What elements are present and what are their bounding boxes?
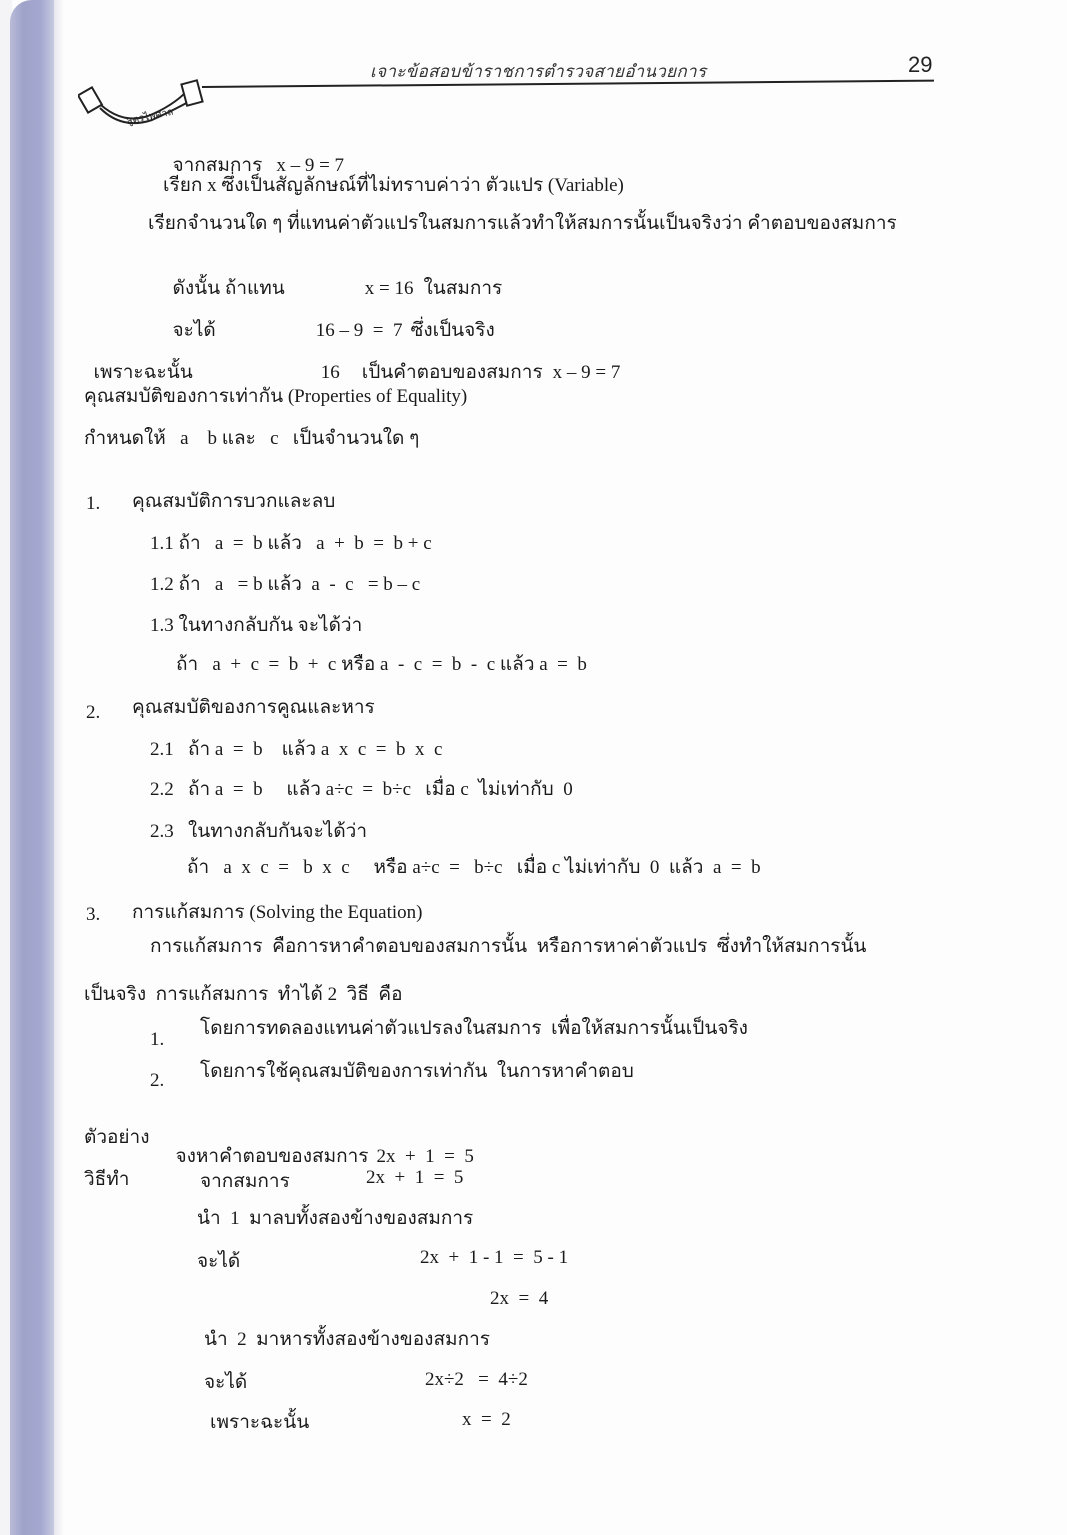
step-6-label: จะได้ [204,1372,248,1393]
label: เพราะฉะนั้น [93,362,193,383]
equation: x – 9 = 7 [276,155,345,176]
step-2-label: นำ 1 มาลบทั้งสองข้างของสมการ [197,1208,474,1229]
step-7-equation: x = 2 [462,1409,511,1430]
intro-line-5 [163,302,495,340]
method-1-number: 1. [150,1029,165,1050]
step-3-label: จะได้ [197,1251,241,1272]
section-1-number: 1. [86,493,101,514]
label: จะได้ [172,320,216,341]
section-3-para-1: การแก้สมการ คือการหาคำตอบของสมการนั้น หรือการหาค่าตัวแปร ซึ่งทำให้สมการนั้น [150,936,867,957]
step-1-equation: 2x + 1 = 5 [366,1167,464,1188]
intro-line-6 [84,344,620,382]
intro-line-3: เรียกจำนวนใด ๆ ที่แทนค่าตัวแปรในสมการแล้วทำให้สมการนั้นเป็นจริงว่า คำตอบของสมการ [148,213,897,234]
spine-fade [54,0,64,1535]
section-2-title: คุณสมบัติของการคูณและหาร [132,697,375,718]
method-2-text: โดยการใช้คุณสมบัติของการเท่ากัน ในการหาคำตอบ [200,1061,634,1082]
section-1-sub: ถ้า a + c = b + c หรือ a - c = b - c แล้ว a = b [176,654,587,675]
equation: 16 – 9 = 7 [315,320,403,341]
question-text: จงหาคำตอบของสมการ [175,1146,369,1167]
section-2-item-2: 2.2 ถ้า a = b แล้ว a÷c = b÷c เมื่อ c ไม่เท่ากับ 0 [150,779,573,800]
section-1-item-1: 1.1 ถ้า a = b แล้ว a + b = b + c [150,533,432,554]
step-6-equation: 2x÷2 = 4÷2 [425,1369,528,1390]
svg-text:สูตรไพศาล: สูตรไพศาล [125,106,175,128]
label: จากสมการ [172,155,263,176]
section-1-item-2: 1.2 ถ้า a = b แล้ว a - c = b – c [150,574,421,595]
section-3-para-2: เป็นจริง การแก้สมการ ทำได้ 2 วิธี คือ [84,984,403,1005]
equation: x – 9 = 7 [552,362,621,383]
section-2-sub: ถ้า a x c = b x c หรือ a÷c = b÷c เมื่อ c ไม่เท่ากับ 0 แล้ว a = b [187,857,761,878]
properties-heading: คุณสมบัติของการเท่ากัน (Properties of Equality) [84,386,468,407]
method-2-number: 2. [150,1070,165,1091]
step-7-label: เพราะฉะนั้น [210,1412,310,1433]
tail: ซึ่งเป็นจริง [410,320,495,341]
label: ดังนั้น ถ้าแทน [172,278,285,299]
intro-line-4 [163,260,502,298]
question-equation: 2x + 1 = 5 [376,1146,474,1167]
section-2-item-3: 2.3 ในทางกลับกันจะได้ว่า [150,821,368,842]
running-header-title: เจาะข้อสอบข้าราชการตำรวจสายอำนวยการ [370,62,707,81]
method-label: วิธีทำ [84,1169,130,1190]
book-spine-shadow [10,0,54,1535]
intro-line-2: เรียก x ซึ่งเป็นสัญลักษณ์ที่ไม่ทราบค่าว่า ตัวแปร (Variable) [163,175,624,196]
step-3-equation: 2x + 1 - 1 = 5 - 1 [420,1247,569,1268]
tail: เป็นคำตอบของสมการ [361,362,543,383]
intro-line-1 [163,137,344,175]
example-question [166,1128,474,1166]
section-1-title: คุณสมบัติการบวกและลบ [132,491,336,512]
example-label: ตัวอย่าง [84,1127,150,1148]
step-4-equation: 2x = 4 [490,1288,549,1309]
section-1-item-3: 1.3 ในทางกลับกัน จะได้ว่า [150,615,363,636]
equation: x = 16 [364,278,414,299]
section-2-item-1: 2.1 ถ้า a = b แล้ว a x c = b x c [150,739,443,760]
properties-given: กำหนดให้ a b และ c เป็นจำนวนใด ๆ [84,428,420,449]
method-1-text: โดยการทดลองแทนค่าตัวแปรลงในสมการ เพื่อให้สมการนั้นเป็นจริง [200,1018,748,1039]
section-3-title: การแก้สมการ (Solving the Equation) [132,902,423,923]
answer: 16 [320,362,340,383]
page-number: 29 [908,52,933,77]
step-1-label: จากสมการ [200,1171,290,1192]
section-3-number: 3. [86,904,101,925]
section-2-number: 2. [86,702,101,723]
tail: ในสมการ [423,278,503,299]
step-5-label: นำ 2 มาหารทั้งสองข้างของสมการ [204,1329,490,1350]
scroll-logo-icon [78,78,206,128]
